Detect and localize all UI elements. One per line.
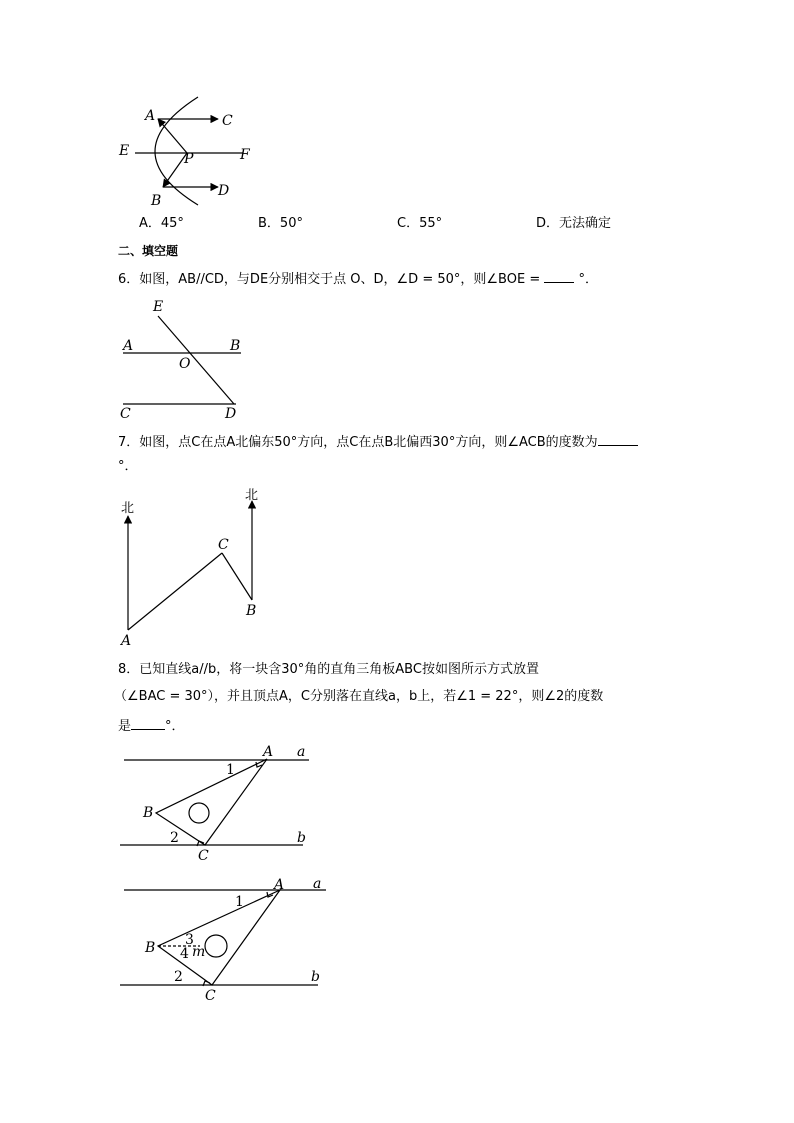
section-title: 二、填空题 — [118, 244, 179, 258]
label-q8b-A: A — [274, 877, 285, 893]
label-q8a-b: b — [297, 830, 306, 846]
q6-text-before: 6．如图，AB//CD，与DE分别相交于点 O、D，∠D = 50°，则∠BOE = — [118, 272, 545, 287]
label-q8a-B: B — [143, 805, 154, 821]
label-q6-A: A — [123, 338, 134, 354]
q5-option-d: D．无法确定 — [536, 216, 612, 231]
label-q8b-1: 1 — [235, 894, 244, 910]
figure-q8a — [120, 759, 309, 846]
q5-option-a: A．45° — [139, 216, 184, 231]
label-q6-C: C — [120, 406, 131, 422]
q6-text — [118, 269, 598, 289]
label-q8b-3: 3 — [185, 932, 194, 948]
triangle-hole — [189, 803, 209, 823]
line-cb — [222, 553, 252, 600]
label-q7-B: B — [246, 603, 257, 619]
label-q8a-A: A — [263, 744, 274, 760]
q8-line3-after: °． — [165, 719, 185, 734]
q7-answer-blank[interactable] — [598, 432, 638, 446]
label-q8b-a: a — [313, 876, 322, 892]
label-q8b-b: b — [311, 969, 320, 985]
q6-answer-blank[interactable] — [544, 269, 574, 283]
q7-text — [118, 432, 638, 452]
label-q6-E: E — [153, 299, 164, 315]
label-q6-D: D — [225, 406, 237, 422]
label-q8b-C: C — [205, 988, 216, 1004]
label-q5-C: C — [222, 113, 233, 129]
label-q7-north-left: 北 — [121, 501, 135, 516]
label-q8a-2: 2 — [170, 830, 179, 846]
q8-answer-blank[interactable] — [131, 716, 165, 730]
label-q8b-4: 4 — [180, 946, 189, 962]
line-ac — [128, 553, 222, 630]
label-q8b-B: B — [145, 940, 156, 956]
triangle-hole — [205, 935, 227, 957]
label-q6-O: O — [179, 356, 191, 372]
q8-line3 — [118, 716, 185, 736]
label-q8b-m: m — [192, 944, 206, 960]
label-q6-B: B — [230, 338, 241, 354]
q5-option-c: C．55° — [397, 216, 443, 231]
label-q5-D: D — [218, 183, 230, 199]
q7-text-before: 7．如图，点C在点A北偏东50°方向，点C在点B北偏西30°方向，则∠ACB的度数为 — [118, 435, 598, 450]
label-q5-P: P — [184, 151, 194, 167]
line-ed — [158, 316, 234, 404]
figure-q8b — [120, 890, 326, 986]
label-q8a-a: a — [297, 744, 306, 760]
q6-text-after: °． — [574, 272, 598, 287]
label-q7-C: C — [218, 537, 229, 553]
label-q5-F: F — [240, 147, 250, 163]
figure-q7 — [128, 501, 252, 630]
q5-option-b: B．50° — [258, 216, 303, 231]
label-q8a-1: 1 — [226, 762, 235, 778]
q8-line1: 8．已知直线a//b，将一块含30°角的直角三角板ABC按如图所示方式放置 — [118, 662, 539, 677]
label-q5-A: A — [145, 108, 156, 124]
q7-text-line2: °． — [118, 459, 138, 474]
label-q7-A: A — [121, 633, 132, 649]
q8-line2: （∠BAC = 30°），并且顶点A，C分别落在直线a，b上，若∠1 = 22°，则∠2的度数 — [114, 689, 604, 704]
arrow-pa — [158, 119, 187, 153]
label-q8a-C: C — [198, 848, 209, 864]
label-q7-north-right: 北 — [245, 488, 259, 503]
label-q5-E: E — [119, 143, 130, 159]
label-q5-B: B — [151, 193, 162, 209]
q8-line3-before: 是 — [118, 719, 132, 734]
label-q8b-2: 2 — [174, 969, 183, 985]
